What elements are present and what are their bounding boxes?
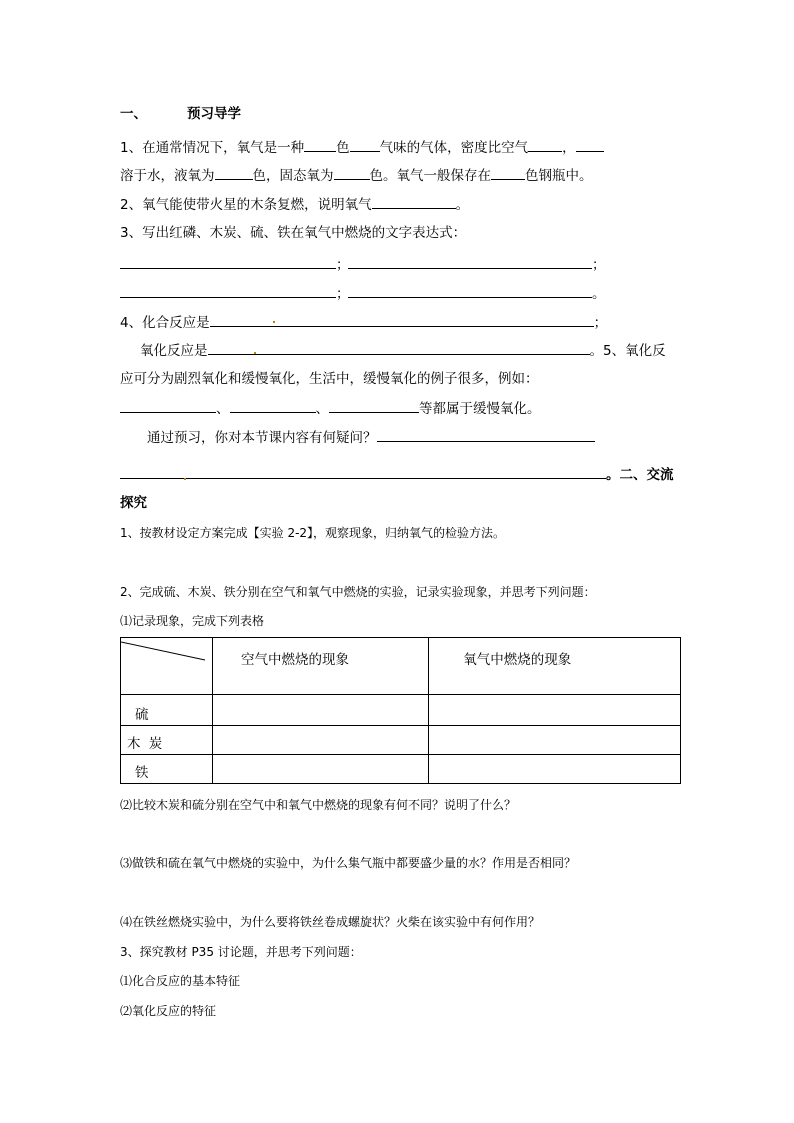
q5-blank-1[interactable] <box>120 398 216 413</box>
q4-line2: 氧化反应是 。5、氧化反 <box>140 340 666 360</box>
cell-charcoal-air[interactable] <box>213 726 429 755</box>
q6-line2 <box>120 464 674 484</box>
cell-iron-air[interactable] <box>213 755 429 784</box>
table-corner-cell <box>121 638 213 695</box>
q3-text: 3、写出红磷、木炭、硫、铁在氧气中燃烧的文字表达式： <box>120 225 467 241</box>
s2-q3-1: ⑴化合反应的基本特征 <box>120 974 241 988</box>
q1-blank-density[interactable] <box>528 137 562 152</box>
q4-blank-combination[interactable] <box>210 312 594 327</box>
row-label-sulfur: 硫 <box>121 695 213 726</box>
q3-answer-row2: ； 。 <box>120 283 606 303</box>
section2-heading-end: 探究 <box>120 495 147 511</box>
q3-blank-3[interactable] <box>120 283 336 298</box>
s2-q2-1: ⑴记录现象，完成下列表格 <box>120 614 265 628</box>
cell-sulfur-air[interactable] <box>213 695 429 726</box>
s2-q3: 3、探究教材 P35 讨论题，并思考下列问题： <box>120 945 362 959</box>
q1-line1: 1、在通常情况下，氧气是一种 色 气味的气体，密度比空气 ， <box>120 137 604 157</box>
q5-blank-2[interactable] <box>230 398 316 413</box>
row-label-iron: 铁 <box>121 755 213 784</box>
q1-blank-solid-color[interactable] <box>334 165 370 180</box>
table-row <box>121 695 681 726</box>
q1-blank-liquid-color[interactable] <box>215 165 253 180</box>
q5-line2: 、 、 等都属于缓慢氧化。 <box>120 398 541 418</box>
q4-blank-oxidation[interactable] <box>208 340 590 355</box>
s2-q1: 1、按教材设定方案完成【实验 2-2】，观察现象，归纳氧气的检验方法。 <box>120 526 506 540</box>
q3-blank-1[interactable] <box>120 254 336 269</box>
q4-line1: 4、化合反应是 ； <box>120 312 607 332</box>
q6-line1: 通过预习，你对本节课内容有何疑问？ <box>147 427 595 447</box>
q5-blank-3[interactable] <box>329 398 419 413</box>
q1-line2: 溶于水，液氧为 色，固态氧为 色。氧气一般保存在 色钢瓶中。 <box>120 165 593 185</box>
stray-mark <box>273 321 275 323</box>
cell-charcoal-oxygen[interactable] <box>429 726 681 755</box>
q3-answer-row1: ； ； <box>120 254 606 274</box>
q1-blank-smell[interactable] <box>350 137 380 152</box>
q1-blank-color[interactable] <box>304 137 336 152</box>
cell-iron-oxygen[interactable] <box>429 755 681 784</box>
s2-q3-2: ⑵氧化反应的特征 <box>120 1004 217 1018</box>
q3-blank-4[interactable] <box>348 283 592 298</box>
q1-blank-solubility[interactable] <box>576 137 604 152</box>
q6-blank-2[interactable] <box>120 464 606 479</box>
table-header-row <box>121 638 681 695</box>
diagonal-line-icon <box>121 638 212 694</box>
s2-q2-2: ⑵比较木炭和硫分别在空气中和氧气中燃烧的现象有何不同？说明了什么？ <box>120 798 517 812</box>
section2-heading-start: 。二、交流 <box>606 467 674 483</box>
table-header-oxygen: 氧气中燃烧的现象 <box>429 638 681 695</box>
cell-sulfur-oxygen[interactable] <box>429 695 681 726</box>
row-label-charcoal: 木 炭 <box>121 726 213 755</box>
q6-blank-1[interactable] <box>377 427 595 442</box>
table-row <box>121 726 681 755</box>
table-header-air: 空气中燃烧的现象 <box>213 638 429 695</box>
q2-blank[interactable] <box>372 194 456 209</box>
q3-blank-2[interactable] <box>348 254 592 269</box>
q2-line: 2、氧气能使带火星的木条复燃，说明氧气 。 <box>120 194 469 214</box>
s2-q2-3: ⑶做铁和硫在氧气中燃烧的实验中，为什么集气瓶中都要盛少量的水？作用是否相同？ <box>120 856 577 870</box>
section1-number: 一、 <box>120 106 147 122</box>
section1-heading <box>120 105 241 123</box>
q1-blank-bottle-color[interactable] <box>491 165 525 180</box>
s2-q2-4: ⑷在铁丝燃烧实验中，为什么要将铁丝卷成螺旋状？火柴在该实验中有何作用？ <box>120 915 541 929</box>
stray-mark <box>184 478 186 480</box>
section1-title: 预习导学 <box>187 106 241 122</box>
table-row <box>121 755 681 784</box>
observation-table <box>120 637 681 784</box>
stray-mark <box>254 352 256 354</box>
s2-q2: 2、完成硫、木炭、铁分别在空气和氧气中燃烧的实验，记录实验现象，并思考下列问题： <box>120 585 596 599</box>
q5-line1: 应可分为剧烈氧化和缓慢氧化，生活中，缓慢氧化的例子很多，例如： <box>120 371 539 387</box>
